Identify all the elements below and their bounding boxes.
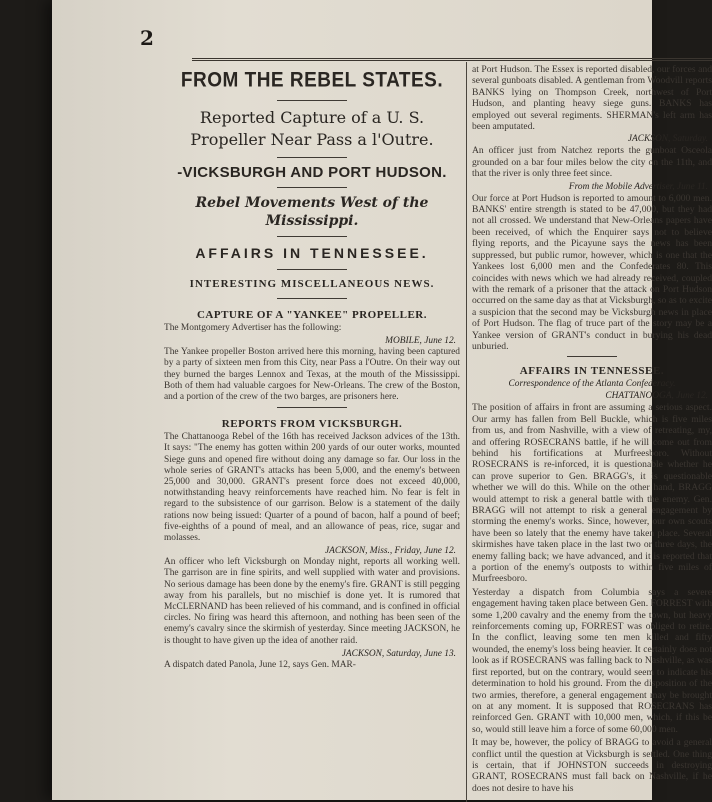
section-vicksburgh-body3: A dispatch dated Panola, June 12, says Gen. MAR- xyxy=(164,659,356,670)
headline-divider xyxy=(277,298,347,299)
section-capture-body: The Yankee propeller Boston arrived here this morning, having been captured by a party of sixteen men from this City, near Pass a l'Outre. On their way out they burned the barges Lennox and Texas, at the mouth of the Mississippi. Both of them had valuable cargoes for New-Orleans. The crew of the Boston, and a portion of the crew of the two barges, are prisoners here. xyxy=(164,347,460,403)
section-vicksburgh-dateline2: JACKSON, Saturday, June 13. xyxy=(341,648,456,659)
right-source-mobile: From the Mobile Advertiser, June 11. xyxy=(568,181,708,192)
section-divider xyxy=(567,356,617,357)
left-column xyxy=(164,66,460,673)
headline-capture: Reported Capture of a U. S. Propeller Near Pass a l'Outre. xyxy=(190,108,434,149)
section-vicksburgh-dateline: JACKSON, Miss., Friday, June 12. xyxy=(325,546,456,557)
section-vicksburgh-body2: An officer who left Vicksburgh on Monday night, reports all working well. The garrison are in fine spirits, and well supplied with water and provisions. No serious damage has been done by the enemy's fire. GRANT is still pegging away from his parallels, but no mischief is done yet. It is rumored that McCLERNAND has been relieved of his command, and is confined in official circles. No firing was heard this afternoon, and nothing has been seen of the enemy's cavalry since the skirmish of yesterday. Since meeting JACKSON, he is thought to have given up the idea of another raid. xyxy=(164,557,460,646)
headline-divider xyxy=(277,100,347,101)
right-head-tennessee: AFFAIRS IN TENNESSEE. xyxy=(519,365,665,378)
newspaper-page xyxy=(52,0,712,800)
headline-divider xyxy=(277,187,347,188)
section-capture-dateline: MOBILE, June 12. xyxy=(385,336,456,347)
top-rule xyxy=(192,58,712,61)
headline-misc: INTERESTING MISCELLANEOUS NEWS. xyxy=(189,278,435,290)
section-capture-intro: The Montgomery Advertiser has the following: xyxy=(164,323,342,333)
right-dateline-jackson: JACKSON, Saturday. xyxy=(627,134,708,145)
headline-tennessee: AFFAIRS IN TENNESSEE. xyxy=(195,245,429,261)
section-capture-title: CAPTURE OF A "YANKEE" PROPELLER. xyxy=(196,309,427,321)
page-number: 2 xyxy=(140,26,154,50)
right-body-top: at Port Hudson. The Essex is reported disabled, our forces and several gunboats disabled. A gentleman from Woodvill reports BANKS lying on Thompson Creek, northwest of Port Hudson, and planting heavy siege guns. BANKS has employed out several regiments. SHERMAN's left arm has been amputated. xyxy=(472,64,712,133)
headline-vicksburgh: -VICKSBURGH AND PORT HUDSON. xyxy=(177,164,447,181)
right-column xyxy=(472,64,712,796)
right-body-columbia: Yesterday a dispatch from Columbia says a severe engagement having taken place between Gen. FORREST with some 1,200 cavalry and the enemy from the town, but heavy reinforcements coming up, FORREST was obliged to retire. In the conflict, leaving some ten men killed and fifty wounded, the enemy's loss being heavier. It certainly does not look as if ROSECRANS was falling back to Nashville, as was first reported, but on the contrary, would seem to indicate his determination to hold his ground. From the disposition of the two armies, therefore, a general engagement may be brought on at any moment. It is supposed that ROSECRANS has reinforced Gen. GRANT with 10,000 men, which, if this be so, would still leave him a force of some 60,000 men. xyxy=(472,586,712,735)
headline-divider xyxy=(277,269,347,270)
right-sub-tennessee: Correspondence of the Atlanta Confederacy. xyxy=(508,379,676,390)
right-dateline-chattanooga: CHATTANOOGA, June 12. xyxy=(605,391,708,402)
right-body-tennessee: The position of affairs in front are assuming a serious aspect. Our army has fallen from Bell Buckle, which is five miles from us, and from Nashville, with a view of retreating, my, and offering ROSECRANS battle, if he will come out from behind his fortifications at Murfreesboro. Without ROSECRANS is re-inforced, it is questionable whether he can prove superior to Gen. BRAGG's, it is questionable whether we will do this. While on the other hand, BRAGG would attempt to risk a general battle with the enemy. Gen. BRAGG will not attempt to risk a general engagement by storming the enemy's works. Since, however, our own scouts have been so lately that the enemy have taken place. Several skirmishes have taken place in the last two or three days, the enemy falling back; we have advanced, and it is reported that a portion of the enemy's outposts to within five miles of Murfreesboro. xyxy=(472,402,712,585)
section-divider xyxy=(277,407,347,408)
headline-rebel-movements: Rebel Movements West of the Mississippi. xyxy=(195,195,429,229)
headline-divider xyxy=(277,157,347,158)
right-body-mobile: Our force at Port Hudson is reported to amount to 6,000 men. BANKS' entire strength is stated to be 47,000, but they had not all crossed. We understand that New-Orleans papers have been received, of which the Enquirer says not to believe flying reports, and the Picayune says the news has been suppressed, but public rumor, however, which is one that the Yankees lost 6,000 men and the Confederates 80. This coincides with news which we had already received, coupled with the remark of a prisoner that the attack on Port Hudson occurred on the same day as that at Vicksburgh, so as to excite a suspicion that the second may be Vicksburgh news in place of Port Hudson. The flag of truce part of the story may be a Yankee version of GRANT's conduct in burying his dead unburied. xyxy=(472,192,712,352)
headline-main: FROM THE REBEL STATES. xyxy=(180,68,444,92)
column-rule xyxy=(466,62,467,802)
right-body-end: It may be, however, the policy of BRAGG to avoid a general conflict until the question at Vicksburgh is settled. One thing is certain, that if JOHNSTON succeeds in destroying GRANT, ROSECRANS must fall back on Nashville, if he does not desire to have his xyxy=(472,737,712,794)
headline-divider xyxy=(277,236,347,237)
section-vicksburgh-title: REPORTS FROM VICKSBURGH. xyxy=(221,418,403,431)
section-vicksburgh-body: The Chattanooga Rebel of the 16th has received Jackson advices of the 13th. It says: "The enemy has gotten within 200 yards of our outer works, mounted Siege guns and opened fire without doing any damage so far. Our loss in the whole series of GRANT's attacks has been 5,000, and the enemy's between 25,000 and 30,000. GRANT's present force does not exceed 40,000, notwithstanding heavy reinforcements have reached him. No fear is felt in regard to the subsistence of our garrison. Below is a statement of the daily rations now being issued: Quarter of a pound of bacon, half a pound of beef; five-eighths of a pound of meal, and an allowance of peas, rice, sugar and molasses. xyxy=(164,432,460,544)
right-body-officer: An officer just from Natchez reports the gunboat Osceola grounded on a bar four miles below the city on the 11th, and that the river is only three feet since. xyxy=(472,145,712,180)
